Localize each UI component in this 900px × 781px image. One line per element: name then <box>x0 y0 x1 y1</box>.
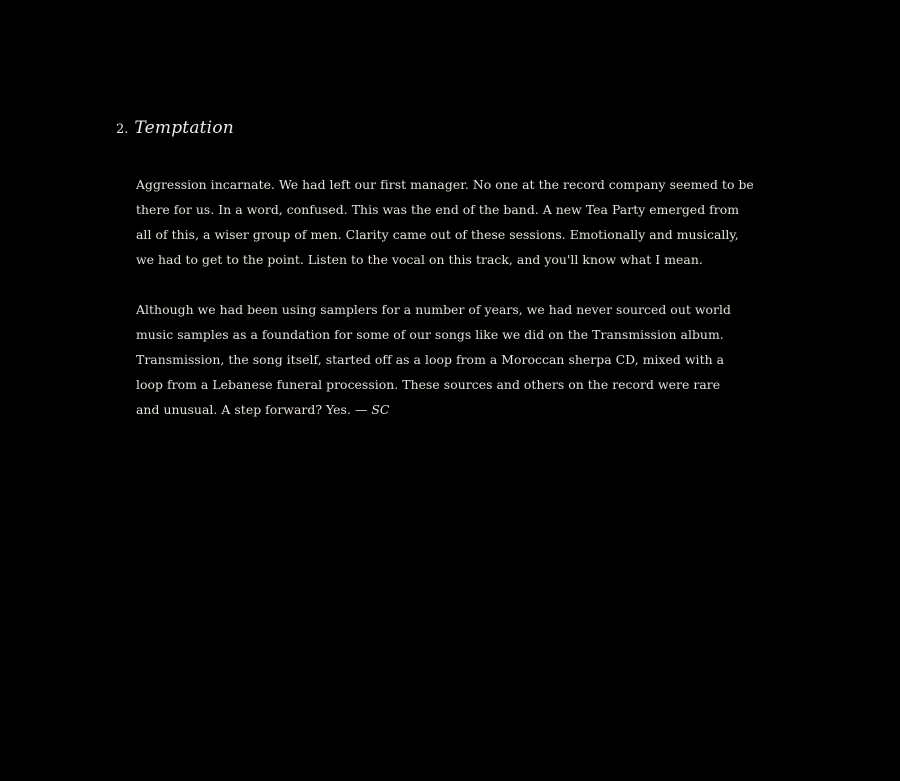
text-line: we had to get to the point. Listen to the vocal on this track, and you'll know what I mean. <box>136 252 703 267</box>
text-line: Aggression incarnate. We had left our first manager. No one at the record company seemed to be <box>136 177 754 192</box>
text-line: Although we had been using samplers for a number of years, we had never sourced out world <box>136 302 731 317</box>
liner-notes-body <box>136 172 761 447</box>
text-line-content: and unusual. A step forward? Yes. — <box>136 402 372 417</box>
track-number: 2. <box>116 122 129 137</box>
text-line: loop from a Lebanese funeral procession. These sources and others on the record were rare <box>136 377 721 392</box>
paragraph-2 <box>136 297 761 422</box>
track-heading <box>116 118 234 138</box>
paragraph-1 <box>136 172 761 272</box>
text-line: there for us. In a word, confused. This was the end of the band. A new Tea Party emerged from <box>136 202 740 217</box>
track-title: Temptation <box>134 118 234 138</box>
text-line: all of this, a wiser group of men. Clarity came out of these sessions. Emotionally and musically, <box>136 227 739 242</box>
text-line-last <box>136 397 761 422</box>
author-signature: SC <box>371 402 390 417</box>
text-line: Transmission, the song itself, started off as a loop from a Moroccan sherpa CD, mixed with a <box>136 352 725 367</box>
text-line: music samples as a foundation for some of our songs like we did on the Transmission album. <box>136 327 724 342</box>
